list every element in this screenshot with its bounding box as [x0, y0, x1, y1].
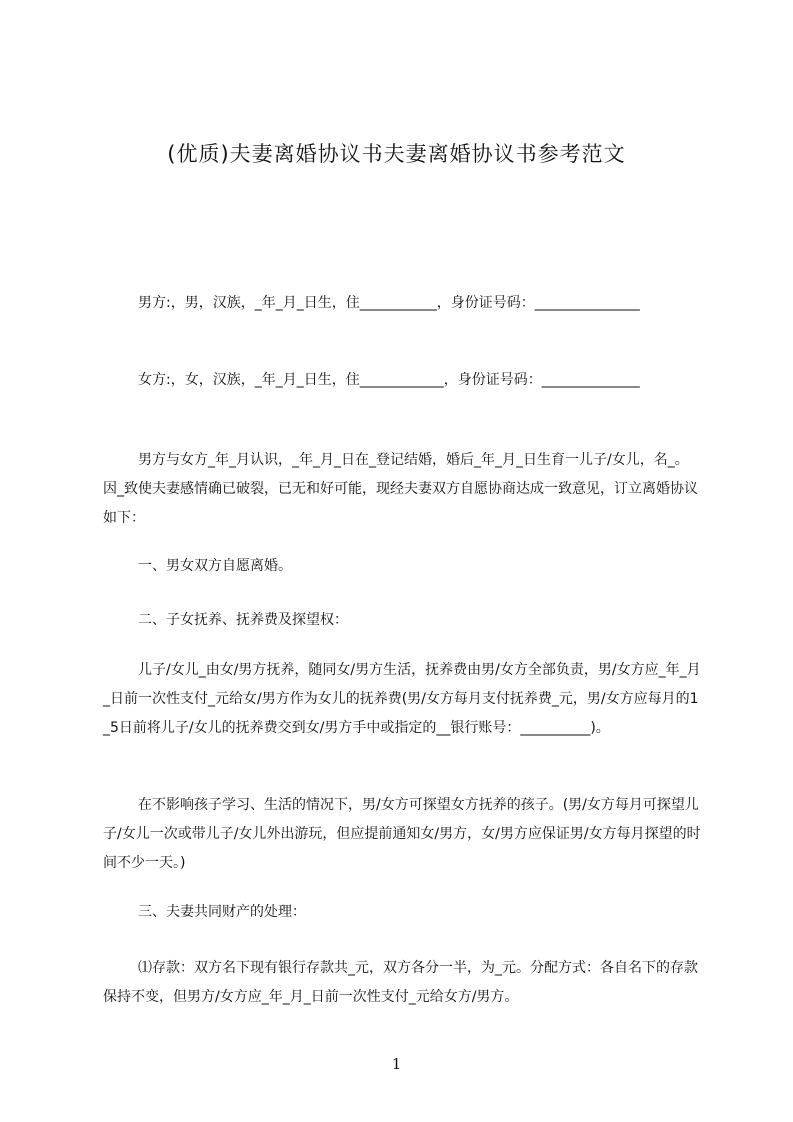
paragraph-marriage-background: 男方与女方_年_月认识，_年_月_日在_登记结婚，婚后_年_月_日生育一儿子/女儿，名_。因_致使夫妻感情确已破裂，已无和好可能，现经夫妻双方自愿协商达成一致意见，订立离婚协议如下：: [103, 452, 698, 526]
paragraph-child-custody: 儿子/女儿_由女/男方抚养，随同女/男方生活，抚养费由男/女方全部负责，男/女方应_年_月_日前一次性支付_元给女/男方作为女儿的抚养费(男/女方每月支付抚养费_元，男/女方应每月的1_5日前将儿子/女儿的抚养费交到女/男方手中或指定的__银行账号：__________)。: [103, 662, 701, 736]
paragraph-savings: ⑴存款：双方名下现有银行存款共_元，双方各分一半，为_元。分配方式：各自名下的存款保持不变，但男方/女方应_年_月_日前一次性支付_元给女方/男方。: [103, 960, 698, 1005]
page-number: 1: [391, 1055, 402, 1073]
paragraph-visitation: 在不影响孩子学习、生活的情况下，男/女方可探望女方抚养的孩子。(男/女方每月可探望儿子/女儿一次或带儿子/女儿外出游玩，但应提前通知女/男方，女/男方应保证男/女方每月探望的时间不少一天。): [103, 797, 701, 871]
clause-1-heading: 一、男女双方自愿离婚。: [138, 558, 292, 574]
paragraph-husband-info: 男方:，男，汉族，_年_月_日生，住___________，身份证号码：_______________: [138, 295, 640, 311]
clause-3-heading: 三、夫妻共同财产的处理：: [138, 904, 306, 920]
document-title: (优质)夫妻离婚协议书夫妻离婚协议书参考范文: [167, 142, 626, 166]
clause-2-heading: 二、子女抚养、抚养费及探望权：: [138, 612, 348, 628]
paragraph-wife-info: 女方:，女，汉族，_年_月_日生，住____________，身份证号码：______________: [138, 372, 640, 388]
